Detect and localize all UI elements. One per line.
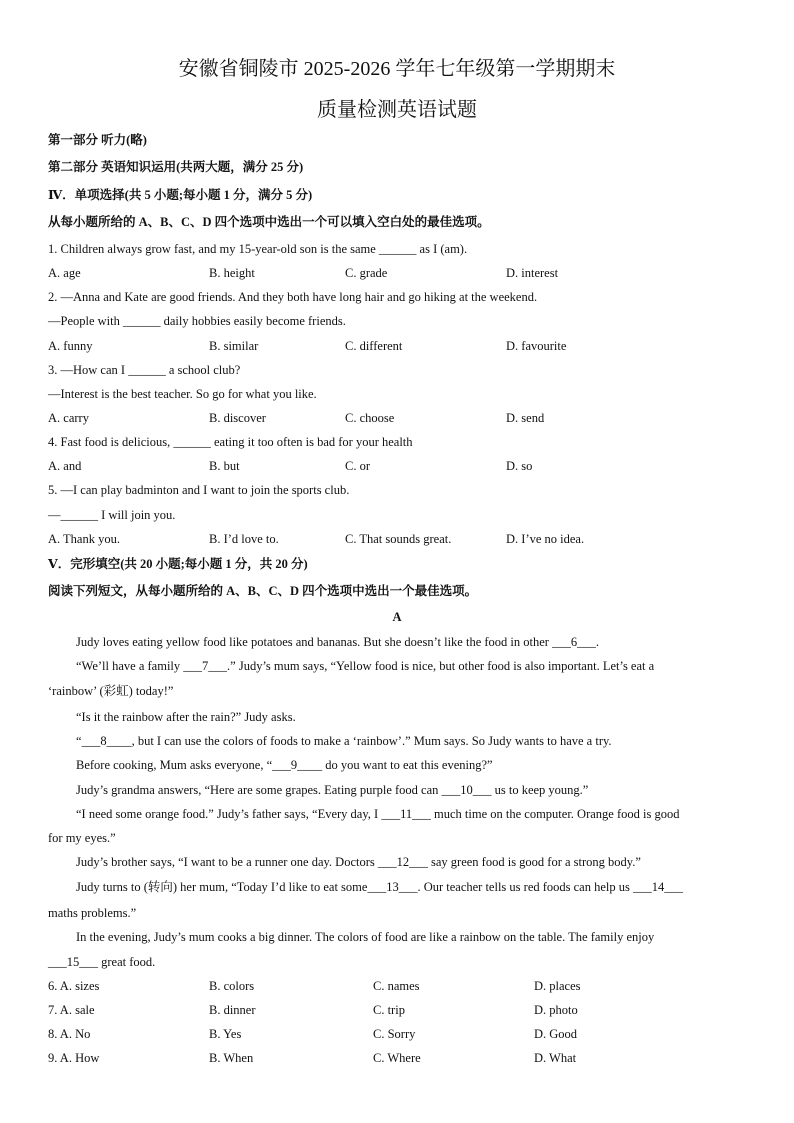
blank-9: ___9____ (272, 758, 323, 772)
passage-text: “I need some orange food.” Judy’s father says, “Every day, I (76, 807, 382, 821)
blank-8: ___8____ (81, 734, 132, 748)
option: D. so (506, 459, 533, 473)
passage-paragraph (76, 733, 748, 749)
section5-instruction: 阅读下列短文，从每小题所给的 A、B、C、D 四个选项中选出一个最佳选项。 (48, 584, 478, 598)
option: B. similar (209, 339, 259, 353)
passage-line: ‘rainbow’ (彩虹) today!” (48, 684, 174, 698)
passage-text: “ (76, 734, 82, 748)
option: D. send (506, 411, 545, 425)
passage-text: do you want to eat this evening?” (322, 758, 493, 772)
option: B. I’d love to. (209, 532, 279, 546)
question-3: 3. —How can I ______ a school club? (48, 363, 241, 377)
passage-text: Judy’s brother says, “I want to be a runner one day. Doctors (76, 855, 378, 869)
question-5: 5. —I can play badminton and I want to join the sports club. (48, 483, 350, 497)
passage-paragraph (76, 634, 748, 650)
option: C. or (345, 459, 370, 473)
passage-text: much time on the computer. Orange food is good (430, 807, 680, 821)
option: B. height (209, 266, 255, 280)
blank-15: ___15___ (48, 955, 98, 969)
question-3-reply: —Interest is the best teacher. So go for what you like. (48, 387, 317, 401)
option: C. names (373, 979, 420, 993)
blank-10: ___10___ (441, 783, 492, 797)
passage-text: Judy loves eating yellow food like potatoes and bananas. But she doesn’t like the food in other (76, 635, 553, 649)
question-1: 1. Children always grow fast, and my 15-year-old son is the same ______ as I (am). (48, 242, 468, 256)
question-4-options (48, 458, 748, 474)
passage-paragraph (76, 806, 748, 822)
cloze-options-9 (48, 1050, 748, 1066)
passage-text: . Our teacher tells us red foods can help us (417, 880, 633, 894)
option: A. funny (48, 339, 93, 353)
question-2: 2. —Anna and Kate are good friends. And they both have long hair and go hiking at the weekend. (48, 290, 538, 304)
section4-heading: Ⅳ．单项选择(共 5 小题;每小题 1 分，满分 5 分) (48, 188, 313, 202)
passage-text: . (595, 635, 599, 649)
option: C. different (345, 339, 403, 353)
question-1-options (48, 265, 748, 281)
section5-heading: Ⅴ．完形填空(共 20 小题;每小题 1 分，共 20 分) (48, 557, 308, 571)
passage-text: .” Judy’s mum says, “Yellow food is nice, but other food is also important. Let’s eat a (227, 659, 655, 673)
passage-text: say green food is good for a strong body.” (427, 855, 641, 869)
option: C. trip (373, 1003, 405, 1017)
passage-line (48, 954, 748, 970)
option: 6. A. sizes (48, 979, 100, 993)
part1-heading: 第一部分 听力(略) (48, 133, 147, 147)
cloze-options-7 (48, 1002, 748, 1018)
option: D. favourite (506, 339, 567, 353)
blank-12: ___12___ (377, 855, 428, 869)
section4-instruction: 从每小题所给的 A、B、C、D 四个选项中选出一个可以填入空白处的最佳选项。 (48, 215, 490, 229)
passage-text: great food. (98, 955, 156, 969)
question-5-options (48, 531, 748, 547)
passage-text: Judy’s grandma answers, “Here are some grapes. Eating purple food can (76, 783, 442, 797)
option: A. age (48, 266, 81, 280)
question-2-options (48, 338, 748, 354)
option: A. Thank you. (48, 532, 120, 546)
option: D. I’ve no idea. (506, 532, 585, 546)
passage-line: for my eyes.” (48, 831, 116, 845)
part2-heading: 第二部分 英语知识运用(共两大题，满分 25 分) (48, 160, 304, 174)
passage-text: us to keep young.” (491, 783, 589, 797)
option: C. Where (373, 1051, 421, 1065)
passage-line: maths problems.” (48, 906, 137, 920)
option: D. What (534, 1051, 577, 1065)
question-4: 4. Fast food is delicious, ______ eating it too often is bad for your health (48, 435, 413, 449)
option: 7. A. sale (48, 1003, 95, 1017)
question-3-options (48, 410, 748, 426)
option: B. Yes (209, 1027, 242, 1041)
passage-paragraph (76, 757, 748, 773)
passage-paragraph: In the evening, Judy’s mum cooks a big dinner. The colors of food are like a rainbow on the table. The family enjoy (76, 930, 655, 944)
passage-text: “We’ll have a family (76, 659, 184, 673)
option: B. but (209, 459, 240, 473)
option: C. grade (345, 266, 388, 280)
option: C. Sorry (373, 1027, 416, 1041)
blank-14: ___14___ (633, 880, 683, 894)
option: C. That sounds great. (345, 532, 452, 546)
blank-13: ___13___ (367, 880, 418, 894)
option: D. interest (506, 266, 559, 280)
passage-paragraph (76, 854, 748, 870)
question-2-reply: —People with ______ daily hobbies easily become friends. (48, 314, 346, 328)
option: B. discover (209, 411, 266, 425)
option: A. carry (48, 411, 89, 425)
cloze-options-6 (48, 978, 748, 994)
passage-paragraph (76, 879, 748, 895)
option: 9. A. How (48, 1051, 100, 1065)
passage-text: Before cooking, Mum asks everyone, “ (76, 758, 273, 772)
cloze-options-8 (48, 1026, 748, 1042)
option: D. places (534, 979, 581, 993)
passage-paragraph (76, 658, 748, 674)
passage-label: A (392, 610, 402, 624)
passage-paragraph: “Is it the rainbow after the rain?” Judy asks. (76, 710, 296, 724)
blank-7: ___7___ (183, 659, 228, 673)
passage-paragraph (76, 782, 748, 798)
question-5-reply: —______ I will join you. (48, 508, 176, 522)
exam-title: 安徽省铜陵市 2025-2026 学年七年级第一学期期末 (178, 58, 616, 80)
option: B. When (209, 1051, 254, 1065)
option: B. colors (209, 979, 255, 993)
passage-text: Judy turns to (转向) her mum, “Today I’d like to eat some (76, 880, 368, 894)
option: 8. A. No (48, 1027, 91, 1041)
exam-subtitle: 质量检测英语试题 (317, 99, 477, 121)
passage-text: , but I can use the colors of foods to make a ‘rainbow’.” Mum says. So Judy wants to have a try. (131, 734, 612, 748)
option: A. and (48, 459, 82, 473)
option: D. Good (534, 1027, 578, 1041)
option: B. dinner (209, 1003, 256, 1017)
blank-11: ___11___ (381, 807, 431, 821)
option: D. photo (534, 1003, 578, 1017)
blank-6: ___6___ (552, 635, 596, 649)
option: C. choose (345, 411, 395, 425)
